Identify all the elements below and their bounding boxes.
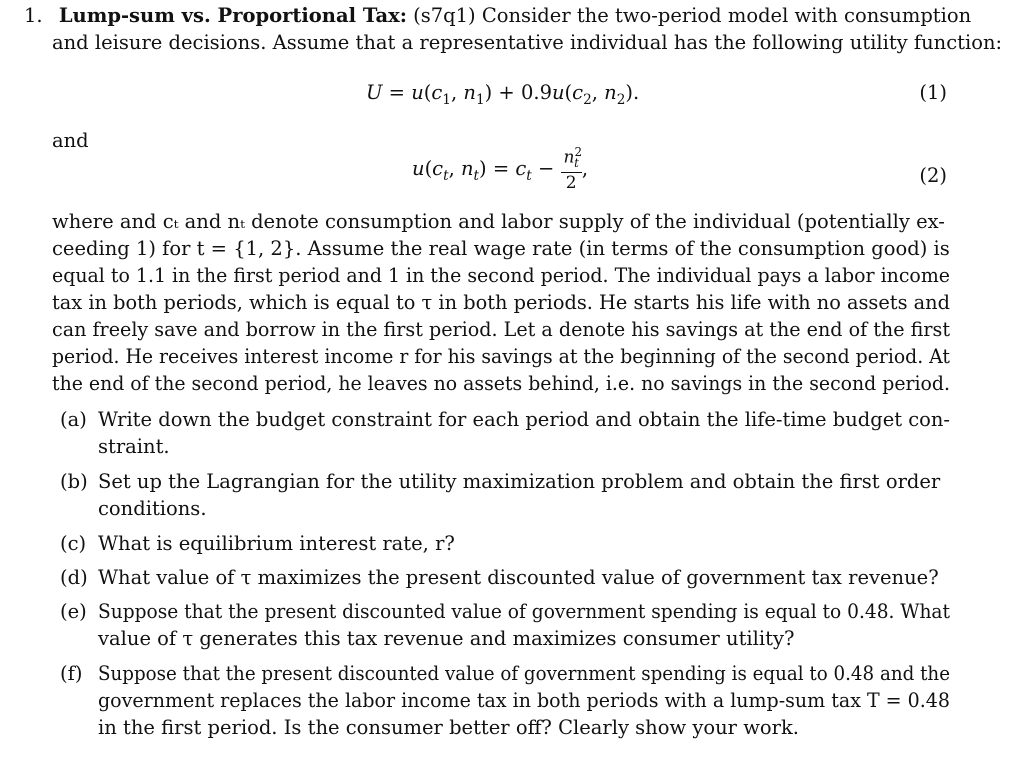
body-line: where and cₜ and nₜ denote consumption and labor supply of the individual (potentially ex- (52, 210, 945, 233)
part-label: (f) (60, 662, 83, 685)
problem-intro-line2: and leisure decisions. Assume that a representative individual has the following utility function: (52, 31, 1003, 54)
body-line: equal to 1.1 in the first period and 1 in the second period. The individual pays a labor income (52, 264, 950, 287)
part-line: conditions. (98, 497, 207, 520)
part-line: Write down the budget constraint for each period and obtain the life-time budget con- (98, 408, 950, 431)
body-line: the end of the second period, he leaves no assets behind, i.e. no savings in the second period. (52, 372, 950, 395)
and-word: and (52, 129, 89, 152)
part-line: What is equilibrium interest rate, r? (98, 532, 455, 555)
part-line: What value of τ maximizes the present discounted value of government tax revenue? (98, 566, 939, 589)
part-label: (a) (60, 408, 87, 431)
part-line: Set up the Lagrangian for the utility maximization problem and obtain the first order (98, 470, 941, 493)
body-line: tax in both periods, which is equal to τ in both periods. He starts his life with no assets and (52, 291, 950, 314)
part-line: Suppose that the present discounted value of government spending is equal to 0.48 and the (98, 662, 950, 685)
part-line: straint. (98, 435, 170, 458)
part-label: (d) (60, 566, 88, 589)
equation-1: $U = u(c_1$, $n_1) + 0.9u(c_2$, $n_2$). (366, 81, 640, 108)
part-line: Suppose that the present discounted value of government spending is equal to 0.48. What (98, 600, 950, 623)
equation-1-number: (1) (919, 81, 947, 104)
body-line: can freely save and borrow in the first period. Let a denote his savings at the end of the first (52, 318, 950, 341)
fraction-n-squared-over-2: $\frac{n^2_t}{2}$ (561, 147, 582, 192)
body-line: ceeding 1) for t = {1, 2}. Assume the real wage rate (in terms of the consumption good) is (52, 237, 950, 260)
problem-number: 1. (24, 4, 43, 27)
part-line: government replaces the labor income tax in both periods with a lump-sum tax T = 0.48 (98, 689, 950, 712)
problem-header (24, 4, 971, 27)
part-line: in the first period. Is the consumer better off? Clearly show your work. (98, 716, 799, 739)
part-line: value of τ generates this tax revenue and maximizes consumer utility? (98, 627, 795, 650)
equation-2-number: (2) (919, 164, 947, 187)
body-line: period. He receives interest income r for his savings at the beginning of the second period. At (52, 345, 950, 368)
problem-intro-line1: (s7q1) Consider the two-period model with consumption (413, 4, 972, 27)
part-label: (c) (60, 532, 87, 555)
problem-title: Lump-sum vs. Proportional Tax: (58, 4, 407, 27)
part-label: (b) (60, 470, 88, 493)
part-label: (e) (60, 600, 87, 623)
equation-2: $u(c_t$, $n_t) = c_t$ − $\frac{n^2_t}{2}$ , (412, 145, 589, 193)
